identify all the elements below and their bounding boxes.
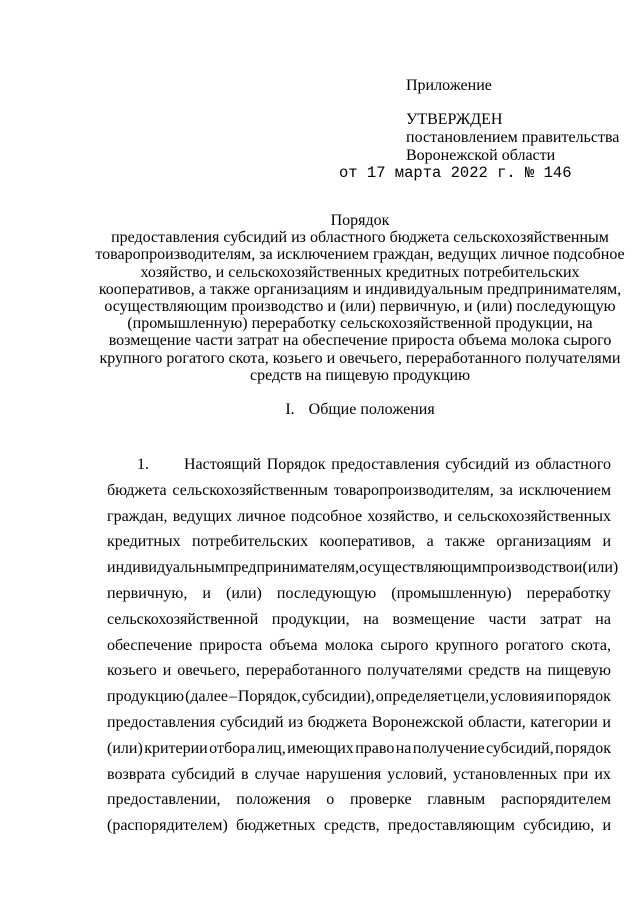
paragraph-line — [107, 787, 611, 813]
paragraph-line-text: сельскохозяйственной продукции, на возмещение части затрат на — [107, 610, 611, 628]
section-heading — [80, 400, 640, 420]
paragraph-line — [107, 452, 611, 478]
paragraph-line-text: продукцию (далее – Порядок, субсидии), определяет цели, условия и порядок — [107, 688, 611, 706]
paragraph-line-text: бюджета сельскохозяйственным товаропроизводителям, за исключением — [107, 481, 611, 499]
approved-label: УТВЕРЖДЕН — [406, 111, 503, 128]
paragraph-1 — [107, 452, 619, 839]
approval-block — [406, 111, 619, 165]
paragraph-line — [107, 581, 611, 607]
title-line: хозяйство, и сельскохозяйственных кредитных потребительских — [140, 263, 580, 281]
paragraph-line — [107, 504, 611, 530]
title-line: товаропроизводителям, за исключением граждан, ведущих личное подсобное — [95, 246, 625, 264]
title-line: предоставления субсидий из областного бюджета сельскохозяйственным — [111, 229, 609, 247]
paragraph-line — [107, 555, 619, 581]
paragraph-line-text: кредитных потребительских кооперативов, а также организациям и — [107, 533, 611, 551]
paragraph-line — [107, 736, 611, 762]
paragraph-line-text: козьего и овечьего, переработанного получателями средств на пищевую — [107, 662, 611, 680]
paragraph-line — [107, 684, 611, 710]
paragraph-line-text: первичную, и (или) последующую (промышленную) переработку — [107, 584, 611, 602]
resolution-date-number: от 17 марта 2022 г. № 146 — [339, 164, 572, 182]
section-title: Общие положения — [308, 401, 435, 418]
paragraph-line — [107, 813, 611, 839]
paragraph-line-text: индивидуальным предпринимателям, осуществляющим производство и (или) — [107, 559, 619, 577]
paragraph-line — [107, 710, 611, 736]
paragraph-line-text: Настоящий Порядок предоставления субсидий из областного — [184, 456, 611, 473]
approved-by-line-1: постановлением правительства — [406, 129, 620, 146]
title-line: кооперативов, а также организациям и индивидуальным предпринимателям, — [98, 280, 622, 298]
approved-by-line-2: Воронежской области — [406, 147, 556, 164]
paragraph-line — [107, 478, 611, 504]
paragraph-line — [107, 633, 611, 659]
document-title — [80, 212, 640, 384]
title-line: возмещение части затрат на обеспечение прироста объема молока сырого — [108, 332, 612, 350]
title-line: крупного рогатого скота, козьего и овечьего, переработанного получателями — [99, 349, 621, 367]
paragraph-line-text: обеспечение прироста объема молока сырого крупного рогатого скота, — [107, 636, 611, 654]
paragraph-line — [107, 529, 611, 555]
paragraph-line-text: (распорядителем) бюджетных средств, предоставляющим субсидию, и — [107, 817, 611, 835]
section-number: I. — [285, 401, 295, 418]
paragraph-line-text: граждан, ведущих личное подсобное хозяйство, и сельскохозяйственных — [107, 507, 611, 525]
paragraph-line-text: предоставлении, положения о проверке главным распорядителем — [107, 791, 611, 809]
paragraph-line — [107, 607, 611, 633]
paragraph-line-text: предоставления субсидий из бюджета Воронежской области, категории и — [107, 713, 611, 731]
appendix-label: Приложение — [406, 77, 492, 94]
paragraph-number: 1. — [137, 456, 149, 473]
paragraph-line-text: (или) критерии отбора лиц, имеющих право на получение субсидий, порядок — [107, 739, 611, 757]
title-line: (промышленную) переработку сельскохозяйственной продукции, на — [127, 315, 593, 333]
paragraph-line — [107, 762, 611, 788]
title-line: Порядок — [330, 212, 390, 229]
title-line: осуществляющим производство и (или) первичную, и (или) последующую — [104, 298, 616, 316]
paragraph-line-text: возврата субсидий в случае нарушения условий, установленных при их — [107, 765, 611, 783]
paragraph-line — [107, 658, 611, 684]
title-line: средств на пищевую продукцию — [249, 366, 471, 384]
